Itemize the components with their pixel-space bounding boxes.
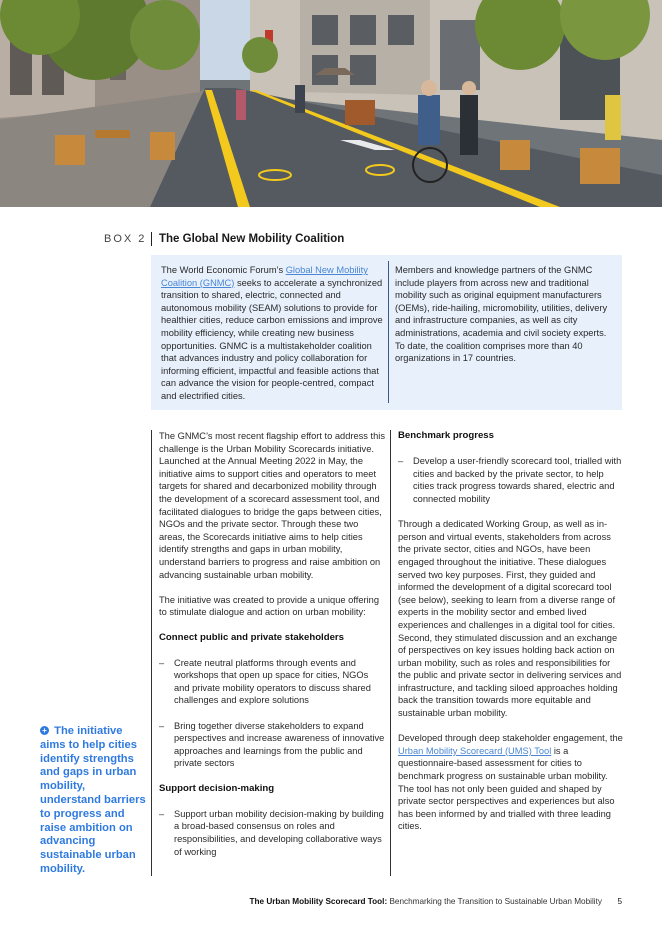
right-column [398, 430, 624, 846]
bullet-dash: – [159, 808, 165, 819]
bullet-diverse-stakeholders [159, 720, 385, 770]
panel-divider [388, 261, 389, 403]
right-p2-pre: Developed through deep stakeholder engagement, the [398, 733, 623, 744]
right-paragraph-2 [398, 732, 624, 833]
heading-connect-stakeholders: Connect public and private stakeholders [159, 631, 344, 643]
bullet-dash: – [159, 657, 165, 668]
panel-left-post: seeks to accelerate a synchronized transition to shared, electric, connected and autonomous mobility (SEAM) solutions to provide for healthier cities, reduce carbon emissions and improve mobility efficiency, while creating new business opportunities. GNMC is a multistakeholder coalition that advances industry and policy collaboration for informing efficient, impactful and feasible actions that can advance the vision for people-centred, compact and electrified cities. [161, 277, 383, 401]
bullet-text: Develop a user-friendly scorecard tool, trialled with cities and backed by the private sector, to help cities track progress towards shared, electric and connected mobility [413, 456, 622, 504]
heading-benchmark-progress: Benchmark progress [398, 430, 494, 441]
left-column [159, 430, 385, 871]
gnmc-link[interactable]: Global New Mobility Coalition (GNMC) [161, 265, 368, 288]
bullet-dash: – [159, 720, 165, 731]
box-label: BOX 2 [104, 233, 147, 245]
bullet-neutral-platforms [159, 657, 385, 707]
heading-support-decision: Support decision-making [159, 782, 275, 794]
panel-left-text [161, 264, 383, 403]
left-paragraph-1: The GNMC’s most recent flagship effort to address this challenge is the Urban Mobility Scorecards initiative. Launched at the Annual Meeting 2022 in May, the initiative aims to support cities and operators to meet targets for shared and decarbonized mobility through the development of a scorecard assessment tool, and facilitated dialogues to bridge the gaps between cities, NGOs and the private sector. Through these two areas, the Scorecards initiative aims to help cities identify strengths and gaps in urban mobility, understand barriers to progress and raise ambition on advancing sustainable urban mobility. [159, 431, 385, 580]
bullet-decision-making [159, 808, 385, 858]
bullet-text: Support urban mobility decision-making by building a broad-based consensus on roles and responsibilities, and developing collaborative ways of working [174, 808, 384, 857]
box-divider [151, 232, 152, 246]
box-title: The Global New Mobility Coalition [159, 233, 345, 245]
panel-right-text: Members and knowledge partners of the GNMC include players from across new and traditional mobility such as original equipment manufacturers (OEMs), ride-hailing, micromobility, utilities, delivery and infrastructure companies, as well as city administrations, academia and civil society experts. To date, the coalition comprises more than 40 organizations in 17 countries. [395, 265, 608, 364]
plus-circle-icon: + [40, 726, 49, 735]
bullet-text: Create neutral platforms through events and workshops that open up space for cities, NGOs and private mobility operators to discuss shared challenges and explore solutions [174, 657, 371, 706]
bullet-text: Bring together diverse stakeholders to expand perspectives and increase awareness of innovative approaches and learnings from the public and private sectors [174, 720, 385, 769]
page-number: 5 [617, 897, 622, 906]
gnmc-info-panel [151, 255, 622, 410]
right-p2-post: is a questionnaire-based assessment for cities to benchmark progress on sustainable urban mobility. The tool has not only been guided and shaped by private sector perspectives and experiences but also has been informed by and trialled with three leading cities. [398, 745, 615, 832]
bullet-scorecard-tool [398, 455, 624, 505]
ums-tool-link[interactable]: Urban Mobility Scorecard (UMS) Tool [398, 745, 552, 756]
right-paragraph-1: Through a dedicated Working Group, as well as in-person and virtual events, stakeholders from across the private sector, cities and NGOs, have been engaged throughout the initiative. These dialogues served two key purposes. First, they guided and informed the development of a digital scorecard tool (see below), seeking to learn from a diverse range of experts in the mobility sector and embed lived experiences and challenges in a digital tool for cities. Second, they stimulated discussion and an exchange of perspectives on key issues holding back action on urban mobility, such as roles and responsibilities for the public and private sector in delivering services and infrastructure, and tackling siloed approaches holding back the transition towards more equitable and sustainable urban mobility. [398, 519, 622, 719]
footer-title [250, 897, 603, 906]
panel-left-pre: The World Economic Forum’s [161, 265, 286, 275]
footer-title-bold: The Urban Mobility Scorecard Tool: [249, 897, 388, 906]
pull-quote [40, 725, 146, 877]
left-column-rule [151, 430, 152, 876]
right-column-rule [390, 430, 391, 876]
left-paragraph-2: The initiative was created to provide a unique offering to stimulate dialogue and action on urban mobility: [159, 594, 379, 618]
pull-quote-text: The initiative aims to help cities identify strengths and gaps in urban mobility, understand barriers to progress and raise ambition on advancing sustainable urban mobility. [40, 725, 146, 875]
footer-title-rest: Benchmarking the Transition to Sustainable Urban Mobility [387, 897, 602, 906]
hero-photo [0, 0, 662, 207]
bullet-dash: – [398, 456, 404, 467]
